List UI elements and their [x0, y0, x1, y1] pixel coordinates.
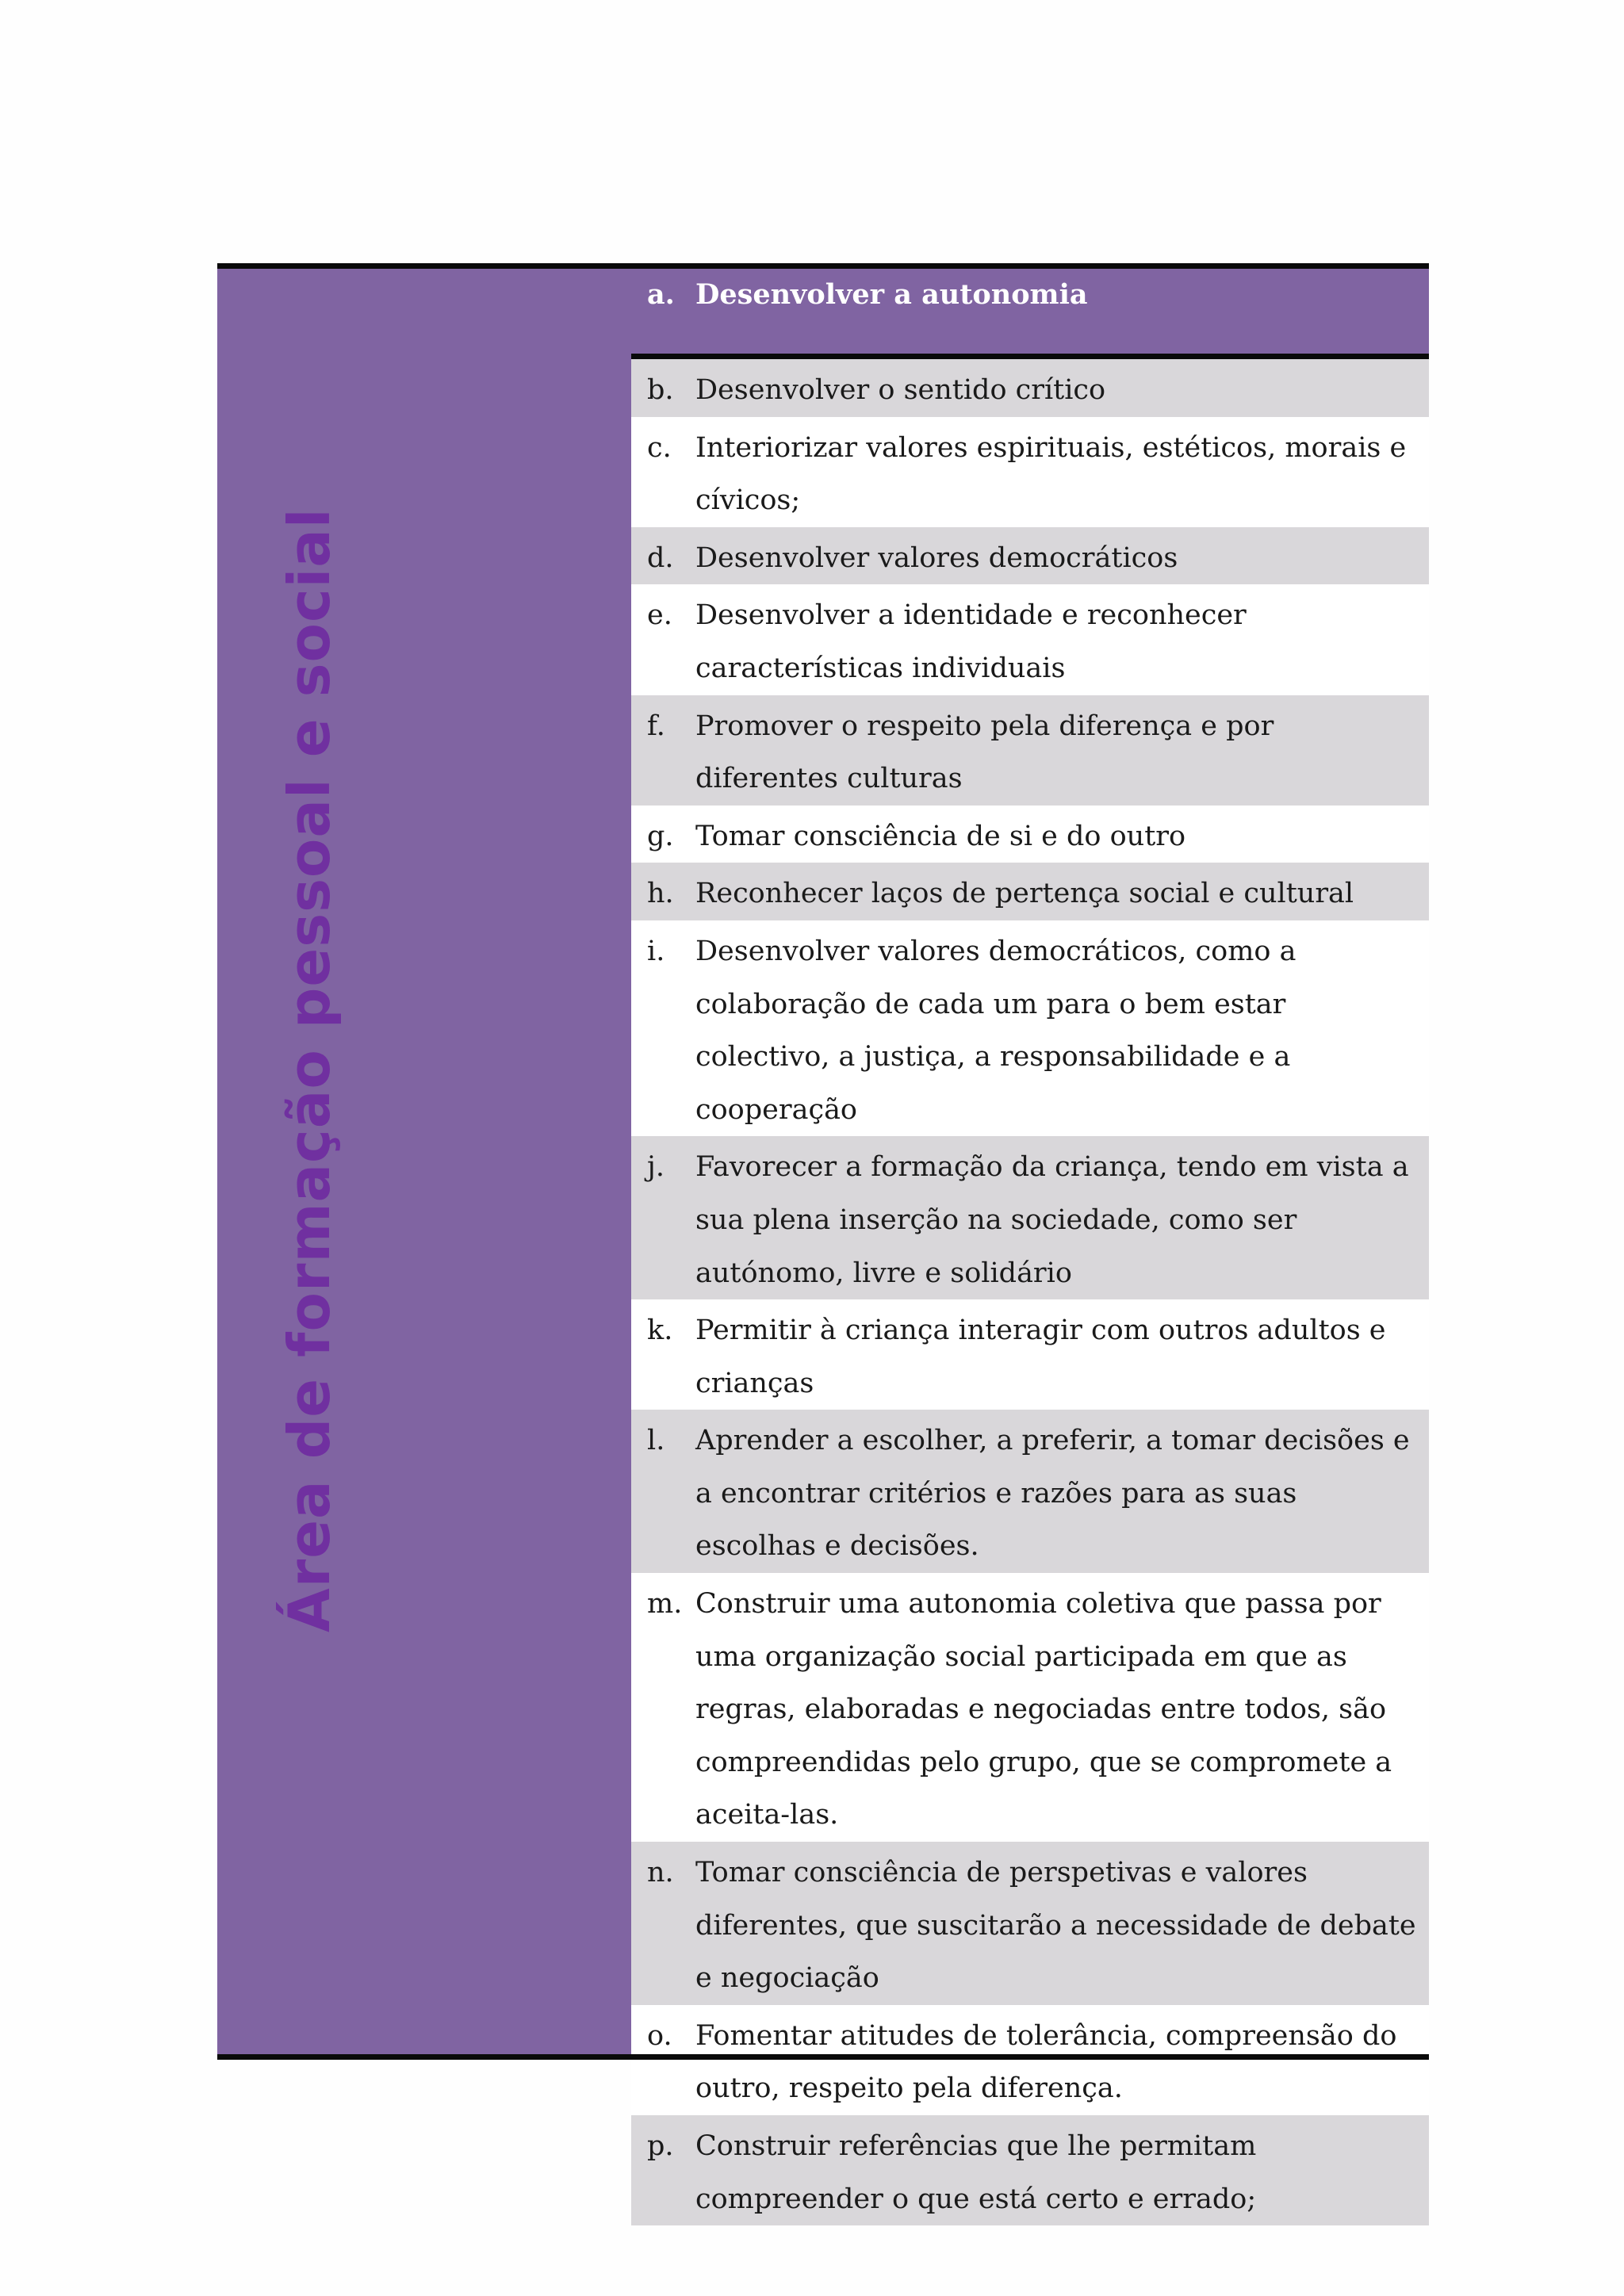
list-item: [631, 2115, 1429, 2225]
item-text: Aprender a escolher, a preferir, a tomar decisões e a encontrar critérios e razões para as suas escolhas e decisões.: [695, 1425, 1410, 1563]
list-item: [631, 2005, 1429, 2115]
item-text: Tomar consciência de perspetivas e valores diferentes, que suscitarão a necessidade de debate e negociação: [695, 1857, 1416, 1995]
list-item: [631, 920, 1429, 1136]
item-letter: l.: [647, 1425, 665, 1457]
area-label-cell: [217, 269, 631, 2054]
item-text: Interiorizar valores espirituais, estéticos, morais e cívicos;: [695, 431, 1407, 517]
item-letter: d.: [647, 541, 674, 574]
table-bottom-border: [217, 2054, 1429, 2060]
item-letter: c.: [647, 431, 672, 464]
area-title: Área de formação pessoal e social: [276, 507, 343, 1632]
item-text: Desenvolver a identidade e reconhecer características individuais: [695, 599, 1247, 684]
table-top-border: [217, 263, 1429, 269]
item-letter: o.: [647, 2019, 672, 2052]
list-item: [631, 863, 1429, 920]
item-text: Reconhecer laços de pertença social e cultural: [695, 878, 1354, 910]
item-text: Desenvolver a autonomia: [695, 278, 1088, 311]
list-item: [631, 359, 1429, 417]
item-letter: p.: [647, 2130, 674, 2162]
list-item: [631, 1299, 1429, 1410]
list-item: [631, 1410, 1429, 1573]
item-letter: m.: [647, 1588, 683, 1621]
list-item: [631, 695, 1429, 806]
item-text: Desenvolver valores democráticos, como a colaboração de cada um para o bem estar colectivo, a justiça, a responsabilidade e a cooperação: [695, 935, 1297, 1126]
item-letter: e.: [647, 599, 672, 632]
item-letter: a.: [647, 278, 675, 311]
item-letter: k.: [647, 1314, 673, 1347]
item-text: Promover o respeito pela diferença e por diferentes culturas: [695, 710, 1274, 795]
list-item: [631, 1842, 1429, 2005]
item-text: Favorecer a formação da criança, tendo em vista a sua plena inserção na sociedade, como ser autónomo, livre e solidário: [695, 1151, 1409, 1289]
item-letter: i.: [647, 935, 665, 967]
list-item: [631, 417, 1429, 527]
item-letter: g.: [647, 820, 674, 852]
item-text: Fomentar atitudes de tolerância, compreensão do outro, respeito pela diferença.: [695, 2019, 1397, 2105]
objectives-table: [217, 263, 1429, 2215]
item-text: Permitir à criança interagir com outros adultos e crianças: [695, 1314, 1386, 1399]
item-text: Desenvolver o sentido crítico: [695, 374, 1106, 406]
item-text: Tomar consciência de si e do outro: [695, 820, 1186, 852]
item-letter: n.: [647, 1857, 674, 1889]
item-letter: b.: [647, 374, 674, 406]
item-letter: j.: [647, 1151, 665, 1184]
list-item: [631, 806, 1429, 863]
item-text: Construir uma autonomia coletiva que passa por uma organização social participada em que as regras, elaboradas e negociadas entre todos, são compreendidas pelo grupo, que se compromete a aceita-las.: [695, 1588, 1392, 1831]
list-item: [631, 269, 1429, 359]
list-item: [631, 1573, 1429, 1842]
list-item: [631, 1136, 1429, 1299]
item-letter: f.: [647, 710, 665, 742]
item-text: Construir referências que lhe permitam compreender o que está certo e errado;: [695, 2130, 1257, 2215]
list-item: [631, 584, 1429, 695]
item-letter: h.: [647, 878, 674, 910]
objectives-list: [631, 269, 1429, 2215]
list-item: [631, 527, 1429, 585]
item-text: Desenvolver valores democráticos: [695, 541, 1178, 574]
